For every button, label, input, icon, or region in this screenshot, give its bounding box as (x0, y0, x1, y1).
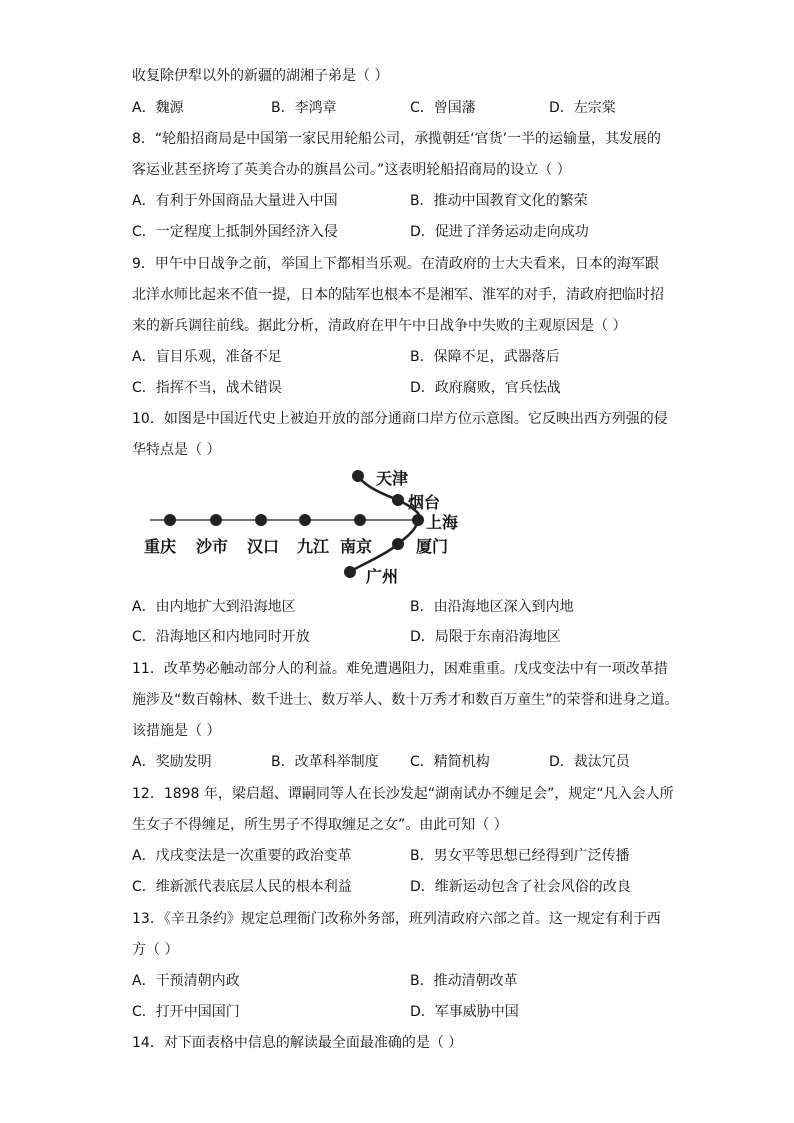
q11-option-d: D．裁汰冗员 (549, 754, 630, 770)
q11-option-c: C．精简机构 (410, 754, 490, 770)
q7-option-b: B．李鸿章 (271, 100, 337, 116)
q9-stem-line-3: 来的新兵调往前线。据此分析，清政府在甲午中日战争中失败的主观原因是（ ） (132, 318, 627, 334)
q14-stem-line-1: 14．对下面表格中信息的解读最全面最准确的是（ ） (132, 1035, 463, 1051)
port-dot-yantai (392, 494, 404, 506)
q13-stem-line-2: 方（ ） (132, 942, 179, 958)
q10-option-a: A．由内地扩大到沿海地区 (132, 599, 296, 615)
port-label-xiamen: 厦门 (416, 537, 449, 556)
q7-option-d: D．左宗棠 (549, 100, 616, 116)
port-dot-jiujiang (299, 514, 311, 526)
q13-option-a: A．干预清朝内政 (132, 973, 240, 989)
port-dot-hankou (255, 514, 267, 526)
q8-option-b: B．推动中国教育文化的繁荣 (410, 193, 588, 209)
port-dot-tianjin (352, 470, 364, 482)
q13-stem-line-1: 13．《辛丑条约》规定总理衙门改称外务部，班列清政府六部之首。这一规定有利于西 (132, 911, 661, 927)
port-label-shashi: 沙市 (196, 537, 229, 556)
q9-stem-line-2: 北洋水师比起来不值一提，日本的陆军也根本不是湘军、淮军的对手，清政府把临时招 (132, 287, 664, 303)
q8-option-c: C．一定程度上抵制外国经济入侵 (132, 224, 338, 240)
q7-option-c: C．曾国藩 (410, 100, 476, 116)
q8-option-a: A．有利于外国商品大量进入中国 (132, 193, 338, 209)
q13-option-b: B．推动清朝改革 (410, 973, 518, 989)
q8-option-d: D．促进了洋务运动走向成功 (410, 224, 589, 240)
port-dot-shashi (210, 514, 222, 526)
port-dot-xiamen (392, 538, 404, 550)
port-label-guangzhou: 广州 (366, 567, 399, 586)
q9-stem-line-1: 9．甲午中日战争之前，举国上下都相当乐观。在清政府的士大夫看来，日本的海军跟 (132, 256, 659, 272)
port-label-chongqing: 重庆 (144, 537, 177, 556)
q10-option-b: B．由沿海地区深入到内地 (410, 599, 574, 615)
port-dot-chongqing (164, 514, 176, 526)
q11-option-a: A．奖励发明 (132, 754, 212, 770)
q13-option-c: C．打开中国国门 (132, 1004, 240, 1020)
q12-stem-line-1: 12．1898 年，梁启超、谭嗣同等人在长沙发起“湖南试办不缠足会”，规定“凡入会人所 (132, 786, 674, 802)
q10-stem-line-1: 10．如图是中国近代史上被迫开放的部分通商口岸方位示意图。它反映出西方列强的侵 (132, 411, 668, 427)
q9-option-b: B．保障不足，武器落后 (410, 349, 560, 365)
q11-stem-line-2: 施涉及“数百翰林、数千进士、数万举人、数十万秀才和数百万童生”的荣誉和进身之道。 (132, 692, 679, 708)
q12-option-a: A．戊戌变法是一次重要的政治变革 (132, 848, 352, 864)
treaty-ports-map (140, 462, 470, 590)
q11-option-b: B．改革科举制度 (271, 754, 379, 770)
q12-option-d: D．维新运动包含了社会风俗的改良 (410, 879, 631, 895)
q13-option-d: D．军事威胁中国 (410, 1004, 519, 1020)
port-dot-shanghai (412, 514, 424, 526)
q8-stem-line-2: 客运业甚至挤垮了英美合办的旗昌公司。”这表明轮船招商局的设立（ ） (132, 162, 571, 178)
port-label-yantai: 烟台 (408, 493, 441, 512)
port-label-shanghai: 上海 (426, 513, 459, 532)
q12-option-c: C．维新派代表底层人民的根本利益 (132, 879, 352, 895)
q10-option-c: C．沿海地区和内地同时开放 (132, 629, 310, 645)
port-label-hankou: 汉口 (247, 537, 280, 556)
q10-stem-line-2: 华特点是（ ） (132, 442, 221, 458)
q9-option-a: A．盲目乐观，准备不足 (132, 349, 282, 365)
q9-option-c: C．指挥不当，战术错误 (132, 380, 282, 396)
port-dot-guangzhou (344, 566, 356, 578)
port-label-tianjin: 天津 (376, 469, 409, 488)
q10-option-d: D．局限于东南沿海地区 (410, 629, 561, 645)
q9-option-d: D．政府腐败，官兵怯战 (410, 380, 561, 396)
port-label-nanjing: 南京 (340, 537, 373, 556)
q8-stem-line-1: 8．“轮船招商局是中国第一家民用轮船公司，承揽朝廷‘官货’一半的运输量，其发展的 (132, 131, 662, 147)
q12-option-b: B．男女平等思想已经得到广泛传播 (410, 848, 630, 864)
q11-stem-line-1: 11．改革势必触动部分人的利益。难免遭遇阻力，困难重重。戊戌变法中有一项改革措 (132, 661, 668, 677)
port-dot-nanjing (354, 514, 366, 526)
q7-option-a: A．魏源 (132, 100, 184, 116)
q12-stem-line-2: 生女子不得缠足，所生男子不得取缠足之女”。由此可知（ ） (132, 817, 508, 833)
q11-stem-line-3: 该措施是（ ） (132, 723, 221, 739)
q7-stem: 收复除伊犁以外的新疆的湖湘子弟是（ ） (132, 68, 389, 84)
port-label-jiujiang: 九江 (297, 537, 330, 556)
